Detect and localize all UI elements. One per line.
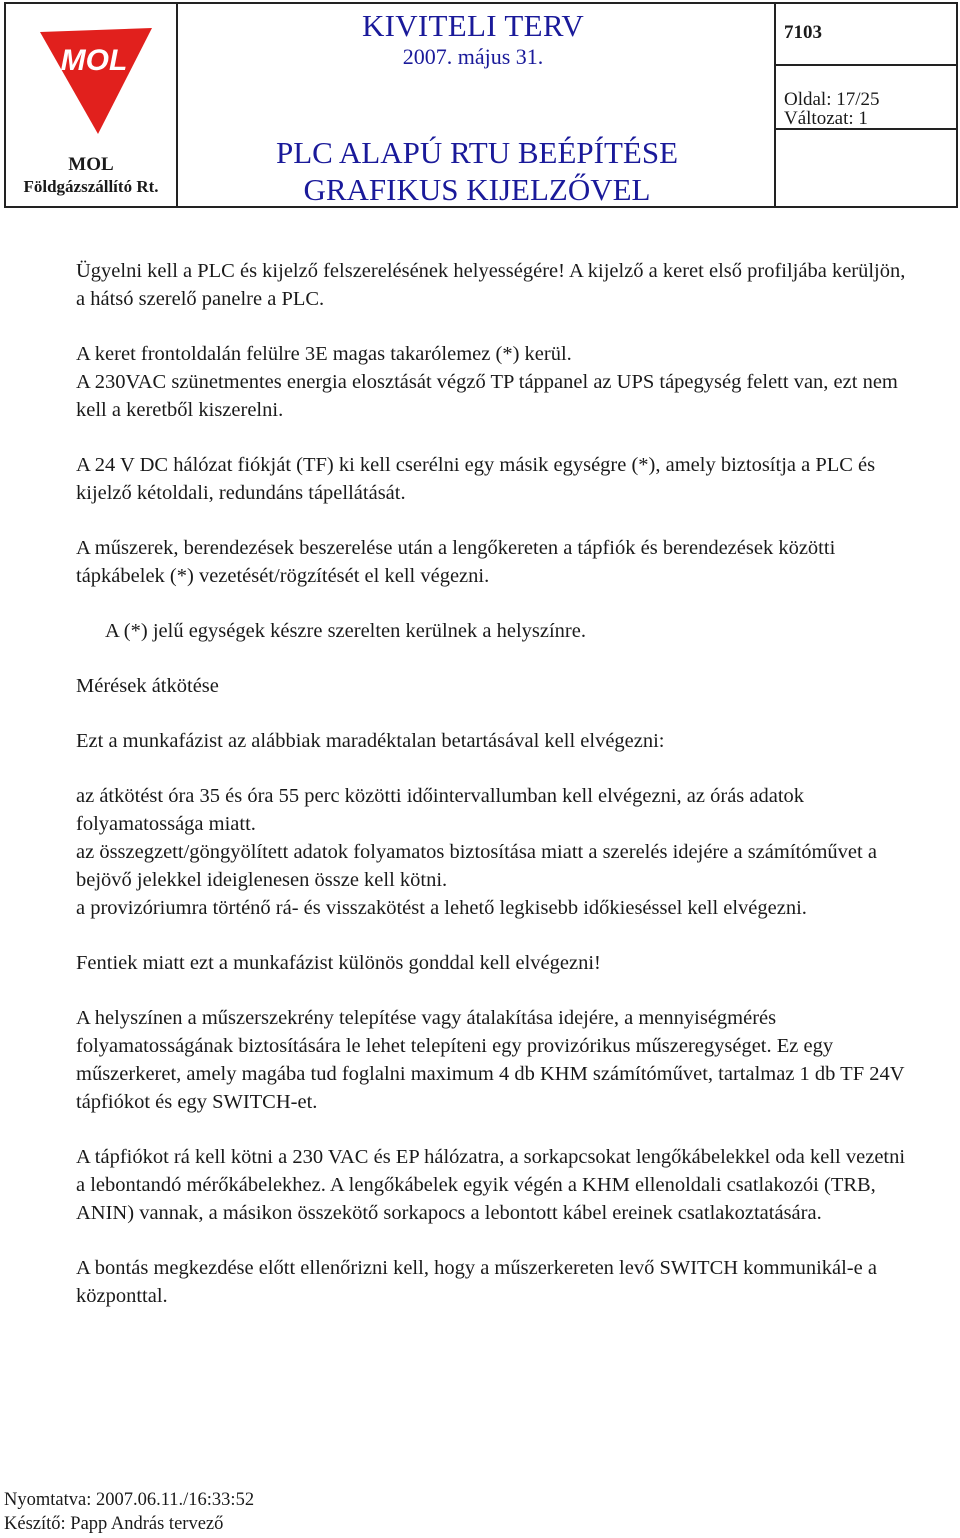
section-heading: Mérések átkötése <box>76 675 219 697</box>
list-item: az átkötést óra 35 és óra 55 perc közötti időintervallumban kell elvégezni, az órás adatok folyamatossága miatt. <box>76 785 805 835</box>
paragraph: A helyszínen a műszerszekrény telepítése vagy átalakítása idejére, a mennyiségmérés folyamatosságának biztosítására le lehet telepíteni egy provizórikus műszeregységet. Ez egy műszerkeret, amely magába tud foglalni maximum 4 db KHM számítóművet, tartalmaz 1 db TF 24V tápfiókot és egy SWITCH-et. <box>76 1007 905 1113</box>
document-body <box>76 257 916 1310</box>
meta-cell <box>776 4 956 206</box>
paragraph: A tápfiókot rá kell kötni a 230 VAC és EP hálózatra, a sorkapcsokat lengőkábelekkel oda kell vezetni a lebontandó mérőkábelekhez. A lengőkábelek egyik végén a KHM ellenoldali csatlakozói (TRB, ANIN) vannak, a másikon összekötő sorkapocs a lebontott kábel ereinek csatlakoztatására. <box>76 1146 906 1224</box>
logo-lettering: MOL <box>60 44 128 77</box>
list-item: a provizóriumra történő rá- és visszakötést a lehető legkisebb időkieséssel kell elvégezni. <box>76 897 807 919</box>
title-cell <box>178 4 776 206</box>
logo-cell <box>6 4 178 206</box>
paragraph: A keret frontoldalán felülre 3E magas takarólemez (*) kerül. <box>76 343 572 365</box>
mol-logo <box>36 24 154 136</box>
company-name: MOL <box>68 154 114 175</box>
author: Készítő: Papp András tervező <box>4 1514 224 1534</box>
paragraph: Ügyelni kell a PLC és kijelző felszerelésének helyességére! A kijelző a keret első profiljába kerüljön, a hátsó szerelő panelre a PLC. <box>76 260 906 310</box>
paragraph: A 24 V DC hálózat fiókját (TF) ki kell cserélni egy másik egységre (*), amely biztosítja a PLC és kijelző kétoldali, redundáns tápellátását. <box>76 454 876 504</box>
document-header <box>4 2 958 208</box>
note-paragraph: A (*) jelű egységek készre szerelten kerülnek a helyszínre. <box>105 620 586 642</box>
company-subtitle: Földgázszállító Rt. <box>23 177 159 196</box>
plan-title: KIVITELI TERV <box>361 8 585 43</box>
page-number: Oldal: 17/25 <box>784 89 880 110</box>
plan-date: 2007. május 31. <box>402 44 544 69</box>
paragraph: A bontás megkezdése előtt ellenőrizni kell, hogy a műszerkereten levő SWITCH kommunikál-e a központtal. <box>76 1257 877 1307</box>
paragraph: A 230VAC szünetmentes energia elosztását végző TP táppanel az UPS tápegység felett van, ezt nem kell a keretből kiszerelni. <box>76 371 898 421</box>
print-timestamp: Nyomtatva: 2007.06.11./16:33:52 <box>4 1490 255 1510</box>
version-label: Változat: 1 <box>784 108 868 129</box>
paragraph: A műszerek, berendezések beszerelése után a lengőkereten a tápfiók és berendezések közötti tápkábelek (*) vezetését/rögzítését el kell végezni. <box>76 537 836 587</box>
paragraph: Fentiek miatt ezt a munkafázist különös gonddal kell elvégezni! <box>76 952 601 974</box>
list-item: az összegzett/göngyölített adatok folyamatos biztosítása miatt a szerelés idejére a számítóművet a bejövő jelekkel ideiglenesen össze kell kötni. <box>76 841 877 891</box>
page-footer <box>4 1488 254 1536</box>
document-number: 7103 <box>776 4 956 66</box>
document-subtitle-line2: GRAFIKUS KIJELZŐVEL <box>303 172 651 207</box>
paragraph: Ezt a munkafázist az alábbiak maradéktalan betartásával kell elvégezni: <box>76 730 665 752</box>
document-subtitle-line1: PLC ALAPÚ RTU BEÉPÍTÉSE <box>275 135 679 170</box>
